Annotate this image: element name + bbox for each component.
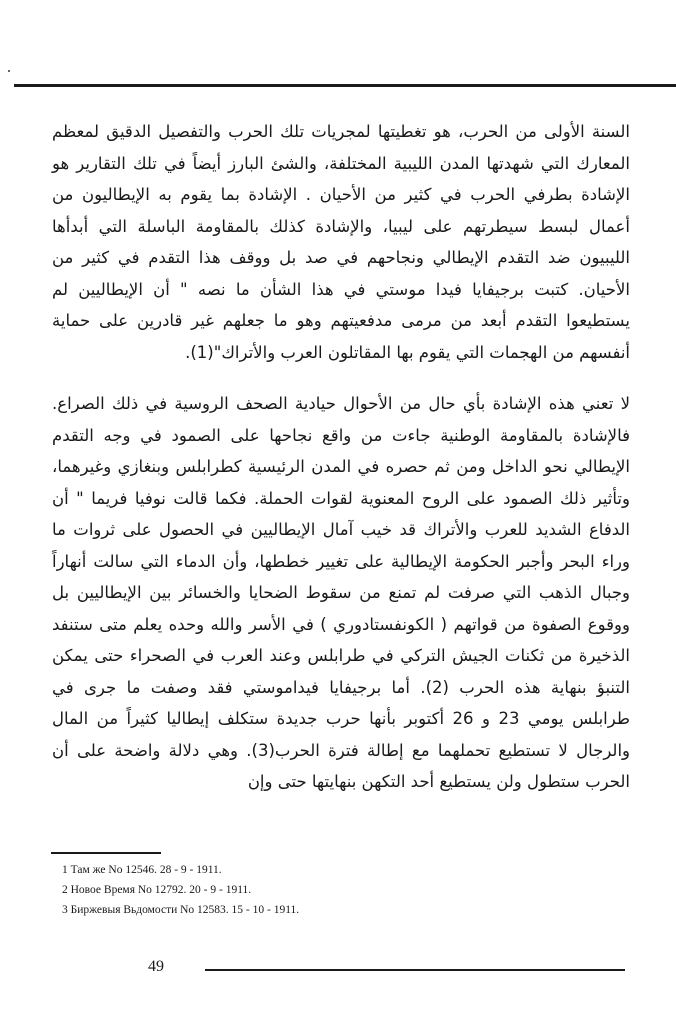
page-number: 49 [148, 958, 164, 975]
scan-speck [8, 70, 10, 72]
page-number-rule [205, 969, 625, 971]
footnote-2: 2 Новое Время No 12792. 20 - 9 - 1911. [62, 884, 252, 896]
header-rule [14, 84, 676, 87]
footnote-separator [51, 852, 161, 854]
footnote-1: 1 Там же No 12546. 28 - 9 - 1911. [62, 864, 222, 876]
body-text [52, 116, 630, 818]
footnote-3: 3 Биржевыя Вьдомости No 12583. 15 - 10 - 1911. [62, 904, 300, 916]
paragraph-2: لا تعني هذه الإشادة بأي حال من الأحوال حيادية الصحف الروسية في ذلك الصراع. فالإشادة بالمقاومة الوطنية جاءت من واقع نجاحها على الصمود في وجه التقدم الإيطالي نحو الداخل ومن ثم حصره في المدن الرئيسية كطرابلس وبنغازي وغيرهما، وتأثير ذلك الصمود على الروح المعنوية لقوات الحملة. فكما قالت نوفيا فريما " أن الدفاع الشديد للعرب والأتراك قد خيب آمال الإيطاليين في الحصول على ثروات ما وراء البحر وأجبر الحكومة الإيطالية على تغيير خططها، وأن الدماء التي سالت أنهاراً وجبال الذهب التي صرفت لم تمنع من سقوط الضحايا والخسائر بين الإيطاليين بل ووقوع الصفوة من قواتهم ( الكونفستادوري ) في الأسر والله وحده يعلم متى ستنفد الذخيرة من ثكنات الجيش التركي في طرابلس وعند العرب في الصحراء حتى يمكن التنبؤ بنهاية هذه الحرب (2). أما برجيفايا فيداموستي فقد وصفت ما جرى في طرابلس يومي 23 و 26 أكتوبر بأنها حرب جديدة ستكلف إيطاليا كثيراً من المال والرجال لا تستطيع تحملهما مع إطالة فترة الحرب(3). وهي دلالة واضحة على أن الحرب ستطول ولن يستطيع أحد التكهن بنهايتها حتى وإن [52, 394, 631, 791]
footnotes [62, 860, 622, 920]
paragraph-1: السنة الأولى من الحرب، هو تغطيتها لمجريات تلك الحرب والتفصيل الدقيق لمعظم المعارك التي شهدتها المدن الليبية المختلفة، والشئ البارز أيضاً في تلك التقارير هو الإشادة بطرفي الحرب في كثير من الأحيان . الإشادة بما يقوم به الإيطاليون من أعمال لبسط سيطرتهم على ليبيا، والإشادة كذلك بالمقاومة الباسلة التي أبدأها الليبيون ضد التقدم الإيطالي ونجاحهم في صد بل ووقف هذا التقدم في كثير من الأحيان. كتبت برجيفايا فيدا موستي في هذا الشأن ما نصه " أن الإيطاليين لم يستطيعوا التقدم أبعد من مرمى مدفعيتهم وهو ما جعلهم غير قادرين على حماية أنفسهم من الهجمات التي يقوم بها المقاتلون العرب والأتراك"(1). [52, 122, 630, 362]
